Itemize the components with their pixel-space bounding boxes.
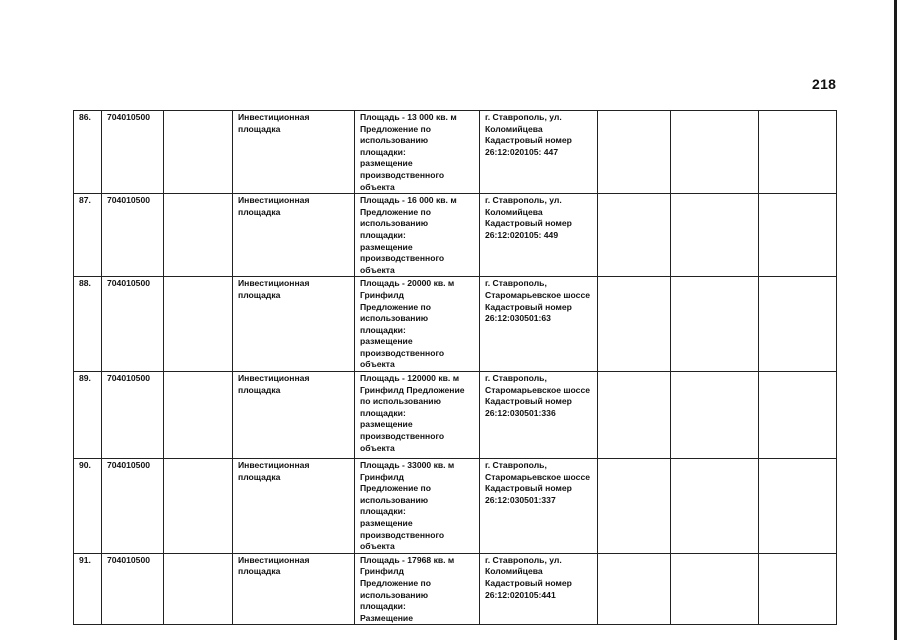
empty-cell	[759, 194, 837, 277]
empty-cell	[164, 277, 233, 372]
description-cell: Площадь - 16 000 кв. м Предложение по использованию площадки: размещение производственного объекта	[355, 194, 480, 277]
type-cell: Инвестиционная площадка	[233, 194, 355, 277]
location-cell: г. Ставрополь, ул. Коломийцева Кадастровый номер 26:12:020105: 447	[480, 111, 598, 194]
empty-cell	[759, 277, 837, 372]
table-row	[74, 459, 837, 554]
code-cell: 704010500	[102, 111, 164, 194]
description-cell: Площадь - 20000 кв. м Гринфилд Предложение по использованию площадки: размещение производственного объекта	[355, 277, 480, 372]
row-number-cell: 89.	[74, 372, 102, 459]
table-row	[74, 111, 837, 194]
location-cell: г. Ставрополь, ул. Коломийцева Кадастровый номер 26:12:020105: 449	[480, 194, 598, 277]
row-number-cell: 90.	[74, 459, 102, 554]
empty-cell	[164, 459, 233, 554]
page-edge-line	[894, 0, 897, 640]
row-number-cell: 86.	[74, 111, 102, 194]
description-cell: Площадь - 33000 кв. м Гринфилд Предложение по использованию площадки: размещение производственного объекта	[355, 459, 480, 554]
type-cell: Инвестиционная площадка	[233, 111, 355, 194]
table-row	[74, 194, 837, 277]
empty-cell	[598, 277, 671, 372]
empty-cell	[598, 194, 671, 277]
type-cell: Инвестиционная площадка	[233, 372, 355, 459]
investment-sites-table	[73, 110, 837, 625]
type-cell: Инвестиционная площадка	[233, 553, 355, 625]
row-number-cell: 88.	[74, 277, 102, 372]
code-cell: 704010500	[102, 194, 164, 277]
empty-cell	[759, 372, 837, 459]
code-cell: 704010500	[102, 372, 164, 459]
empty-cell	[671, 459, 759, 554]
code-cell: 704010500	[102, 277, 164, 372]
type-cell: Инвестиционная площадка	[233, 277, 355, 372]
description-cell: Площадь - 120000 кв. м Гринфилд Предложение по использованию площадки: размещение производственного объекта	[355, 372, 480, 459]
table-row	[74, 372, 837, 459]
row-number-cell: 91.	[74, 553, 102, 625]
table-row	[74, 277, 837, 372]
description-cell: Площадь - 13 000 кв. м Предложение по использованию площадки: размещение производственного объекта	[355, 111, 480, 194]
empty-cell	[164, 111, 233, 194]
location-cell: г. Ставрополь, Старомарьевское шоссе Кадастровый номер 26:12:030501:63	[480, 277, 598, 372]
empty-cell	[164, 194, 233, 277]
table-row	[74, 553, 837, 625]
row-number-cell: 87.	[74, 194, 102, 277]
empty-cell	[671, 553, 759, 625]
empty-cell	[671, 111, 759, 194]
empty-cell	[164, 372, 233, 459]
empty-cell	[598, 553, 671, 625]
empty-cell	[598, 459, 671, 554]
page-number: 218	[812, 76, 837, 92]
empty-cell	[671, 277, 759, 372]
empty-cell	[759, 459, 837, 554]
type-cell: Инвестиционная площадка	[233, 459, 355, 554]
empty-cell	[759, 553, 837, 625]
description-cell: Площадь - 17968 кв. м Гринфилд Предложение по использованию площадки: Размещение	[355, 553, 480, 625]
location-cell: г. Ставрополь, Старомарьевское шоссе Кадастровый номер 26:12:030501:336	[480, 372, 598, 459]
code-cell: 704010500	[102, 459, 164, 554]
empty-cell	[598, 372, 671, 459]
code-cell: 704010500	[102, 553, 164, 625]
empty-cell	[164, 553, 233, 625]
empty-cell	[759, 111, 837, 194]
location-cell: г. Ставрополь, Старомарьевское шоссе Кадастровый номер 26:12:030501:337	[480, 459, 598, 554]
location-cell: г. Ставрополь, ул. Коломийцева Кадастровый номер 26:12:020105:441	[480, 553, 598, 625]
empty-cell	[671, 372, 759, 459]
empty-cell	[671, 194, 759, 277]
empty-cell	[598, 111, 671, 194]
